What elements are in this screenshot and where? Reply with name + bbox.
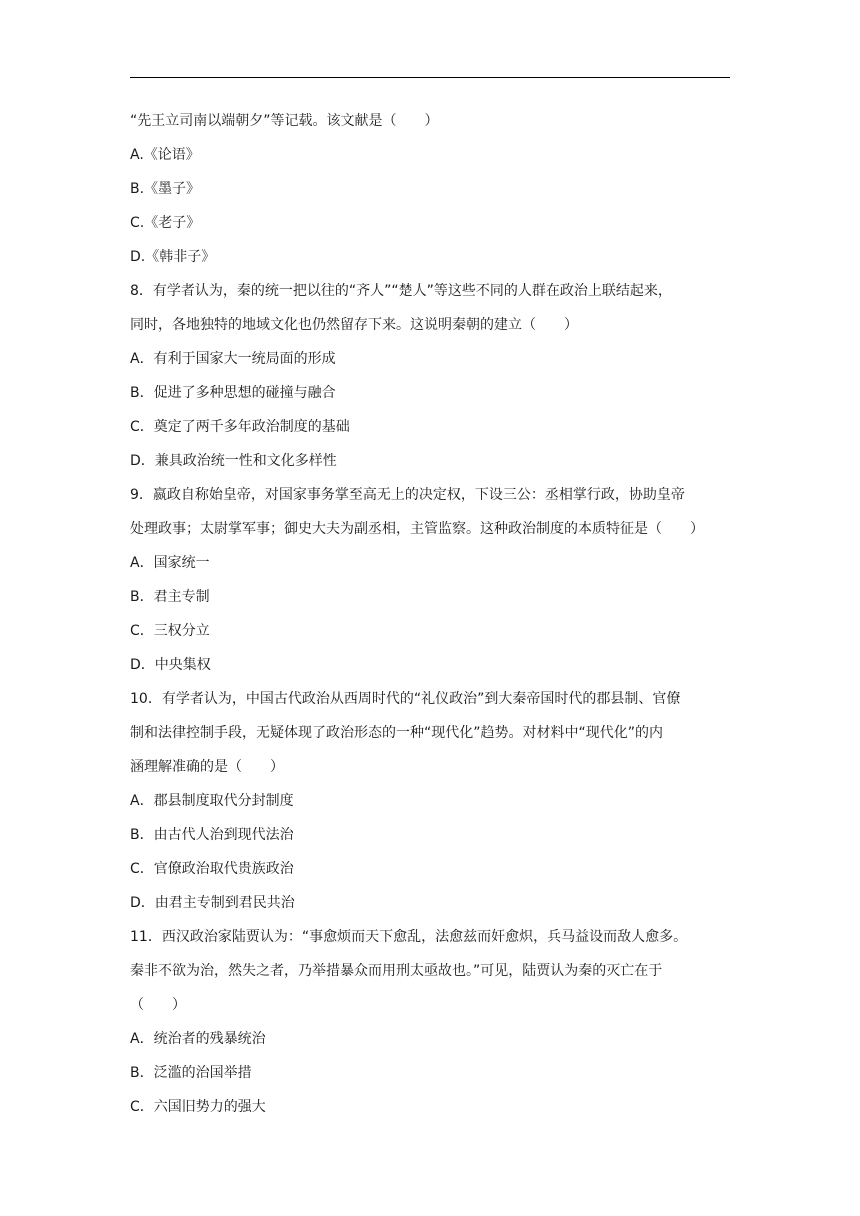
document-body xyxy=(130,104,730,1124)
question-text-line: （ ） xyxy=(130,997,186,1013)
question-text-line: 涵理解准确的是（ ） xyxy=(130,759,284,775)
answer-option: D．由君主专制到君民共治 xyxy=(130,895,295,911)
answer-option: C．官僚政治取代贵族政治 xyxy=(130,861,294,877)
answer-option: D.《韩非子》 xyxy=(130,249,216,265)
question-text-line: 秦非不欲为治，然失之者，乃举措暴众而用刑太亟故也。”可见，陆贾认为秦的灭亡在于 xyxy=(130,963,663,979)
question-text-line: 9．嬴政自称始皇帝，对国家事务掌至高无上的决定权，下设三公：丞相掌行政，协助皇帝 xyxy=(130,487,685,503)
answer-option: D．中央集权 xyxy=(130,657,211,673)
answer-option: A．统治者的残暴统治 xyxy=(130,1031,266,1047)
answer-option: A．有利于国家大一统局面的形成 xyxy=(130,351,336,367)
question-text-line: “先王立司南以端朝夕”等记载。该文献是（ ） xyxy=(130,113,439,129)
answer-option: A.《论语》 xyxy=(130,147,200,163)
question-text-line: 处理政事；太尉掌军事；御史大夫为副丞相，主管监察。这种政治制度的本质特征是（ ） xyxy=(130,521,704,537)
answer-option: C．三权分立 xyxy=(130,623,210,639)
answer-option: B.《墨子》 xyxy=(130,181,201,197)
question-text-line: 制和法律控制手段，无疑体现了政治形态的一种“现代化”趋势。对材料中“现代化”的内 xyxy=(130,725,664,741)
answer-option: D．兼具政治统一性和文化多样性 xyxy=(130,453,337,469)
answer-option: C．奠定了两千多年政治制度的基础 xyxy=(130,419,350,435)
answer-option: C．六国旧势力的强大 xyxy=(130,1099,266,1115)
answer-option: B．促进了多种思想的碰撞与融合 xyxy=(130,385,336,401)
answer-option: B．由古代人治到现代法治 xyxy=(130,827,294,843)
answer-option: B．泛滥的治国举措 xyxy=(130,1065,252,1081)
question-text-line: 10．有学者认为，中国古代政治从西周时代的“礼仪政治”到大秦帝国时代的郡县制、官僚 xyxy=(130,691,681,707)
answer-option: A．国家统一 xyxy=(130,555,210,571)
answer-option: C.《老子》 xyxy=(130,215,201,231)
answer-option: B．君主专制 xyxy=(130,589,210,605)
question-text-line: 8．有学者认为，秦的统一把以往的“齐人”“楚人”等这些不同的人群在政治上联结起来， xyxy=(130,283,672,299)
answer-option: A．郡县制度取代分封制度 xyxy=(130,793,294,809)
question-text-line: 11．西汉政治家陆贾认为：“事愈烦而天下愈乱，法愈兹而奸愈炽，兵马益设而敌人愈多。 xyxy=(130,929,688,945)
question-text-line: 同时，各地独特的地域文化也仍然留存下来。这说明秦朝的建立（ ） xyxy=(130,317,578,333)
header-rule xyxy=(130,77,730,78)
